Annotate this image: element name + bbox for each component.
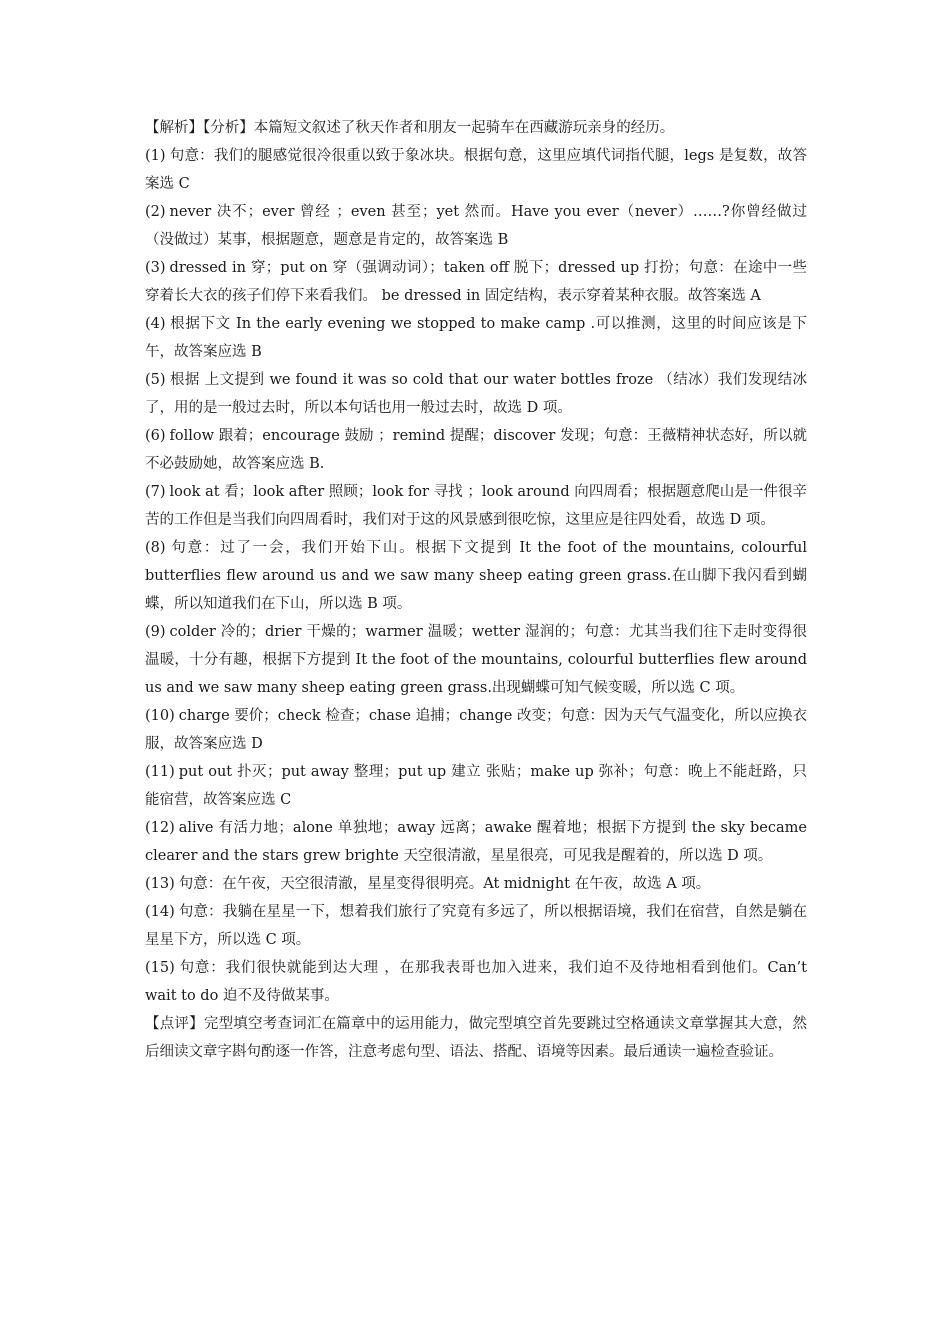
item-number: (15) (145, 960, 175, 976)
answer-item-4 (145, 310, 807, 366)
item-text: 句意：我们很快就能到达大理 ，在那我表哥也加入进来，我们迫不及待地相看到他们。Can’t wait to do 迫不及待做某事。 (145, 960, 807, 1004)
answer-item-1 (145, 142, 807, 198)
answer-item-15 (145, 954, 807, 1010)
item-number: (9) (145, 624, 166, 640)
answer-item-13 (145, 870, 807, 898)
item-number: (4) (145, 316, 166, 332)
answer-item-3 (145, 254, 807, 310)
item-number: (6) (145, 428, 166, 444)
answer-item-9 (145, 618, 807, 702)
item-number: (8) (145, 540, 166, 556)
item-text: charge 要价；check 检查；chase 追捕；change 改变；句意：因为天气气温变化，所以应换衣服，故答案应选 D (145, 708, 807, 752)
item-text: alive 有活力地；alone 单独地；away 远离；awake 醒着地；根据下方提到 the sky became clearer and the stars grew brighte 天空很清澈，星星很亮，可见我是醒着的，所以选 D 项。 (145, 820, 807, 864)
item-number: (5) (145, 372, 166, 388)
item-text: never 决不；ever 曾经 ；even 甚至；yet 然而。Have you ever（never）……?你曾经做过（没做过）某事，根据题意，题意是肯定的，故答案选 B (145, 204, 807, 248)
answer-item-7 (145, 478, 807, 534)
answer-item-2 (145, 198, 807, 254)
item-text: 句意：过了一会，我们开始下山。根据下文提到 It the foot of the mountains, colourful butterflies flew around us and we saw many sheep eating green grass.在山脚下我闪看到蝴蝶，所以知道我们在下山，所以选 B 项。 (145, 540, 807, 612)
answer-item-8 (145, 534, 807, 618)
item-text: 句意：我躺在星星一下，想着我们旅行了究竟有多远了，所以根据语境，我们在宿营，自然是躺在星星下方，所以选 C 项。 (145, 904, 807, 948)
item-text: 句意：在午夜，天空很清澈，星星变得很明亮。At midnight 在午夜，故选 A 项。 (178, 876, 711, 892)
analysis-intro: 【解析】【分析】本篇短文叙述了秋天作者和朋友一起骑车在西藏游玩亲身的经历。 (145, 120, 675, 136)
item-text: follow 跟着；encourage 鼓励 ；remind 提醒；discover 发现；句意：王薇精神状态好，所以就不必鼓励她，故答案应选 B. (145, 428, 807, 472)
item-text: 句意：我们的腿感觉很冷很重以致于象冰块。根据句意，这里应填代词指代腿，legs 是复数，故答案选 C (145, 148, 807, 192)
item-text: 根据 上文提到 we found it was so cold that our water bottles froze （结冰）我们发现结冰了，用的是一般过去时，所以本句话也用一般过去时，故选 D 项。 (145, 372, 807, 416)
item-number: (13) (145, 876, 175, 892)
item-number: (14) (145, 904, 175, 920)
item-text: colder 冷的；drier 干燥的；warmer 温暖；wetter 湿润的；句意：尤其当我们往下走时变得很温暖，十分有趣，根据下方提到 It the foot of the mountains, colourful butterflies flew around us and we saw many sheep eating green grass.出现蝴蝶可知气候变暖，所以选 C 项。 (145, 624, 807, 696)
document-page (145, 114, 807, 1066)
item-number: (12) (145, 820, 175, 836)
answer-item-10 (145, 702, 807, 758)
item-number: (10) (145, 708, 175, 724)
item-text: 根据下文 In the early evening we stopped to make camp .可以推测，这里的时间应该是下午，故答案应选 B (145, 316, 807, 360)
answer-item-5 (145, 366, 807, 422)
review-comment: 【点评】完型填空考查词汇在篇章中的运用能力，做完型填空首先要跳过空格通读文章掌握其大意，然后细读文章字斟句酌逐一作答，注意考虑句型、语法、搭配、语境等因素。最后通读一遍检查验证。 (145, 1016, 807, 1060)
item-number: (3) (145, 260, 166, 276)
answer-item-12 (145, 814, 807, 870)
item-text: put out 扑灭；put away 整理；put up 建立 张贴；make up 弥补；句意：晚上不能赶路，只能宿营，故答案应选 C (145, 764, 807, 808)
item-number: (11) (145, 764, 175, 780)
answer-item-6 (145, 422, 807, 478)
item-number: (1) (145, 148, 166, 164)
item-number: (2) (145, 204, 166, 220)
item-text: dressed in 穿；put on 穿（强调动词）；taken off 脱下；dressed up 打扮；句意：在途中一些穿着长大衣的孩子们停下来看我们。 be dressed in 固定结构，表示穿着某种衣服。故答案选 A (145, 260, 807, 304)
answer-item-14 (145, 898, 807, 954)
answer-item-11 (145, 758, 807, 814)
item-number: (7) (145, 484, 166, 500)
item-text: look at 看；look after 照顾；look for 寻找 ；look around 向四周看；根据题意爬山是一件很辛苦的工作但是当我们向四周看时，我们对于这的风景感到很吃惊，这里应是往四处看，故选 D 项。 (145, 484, 807, 528)
